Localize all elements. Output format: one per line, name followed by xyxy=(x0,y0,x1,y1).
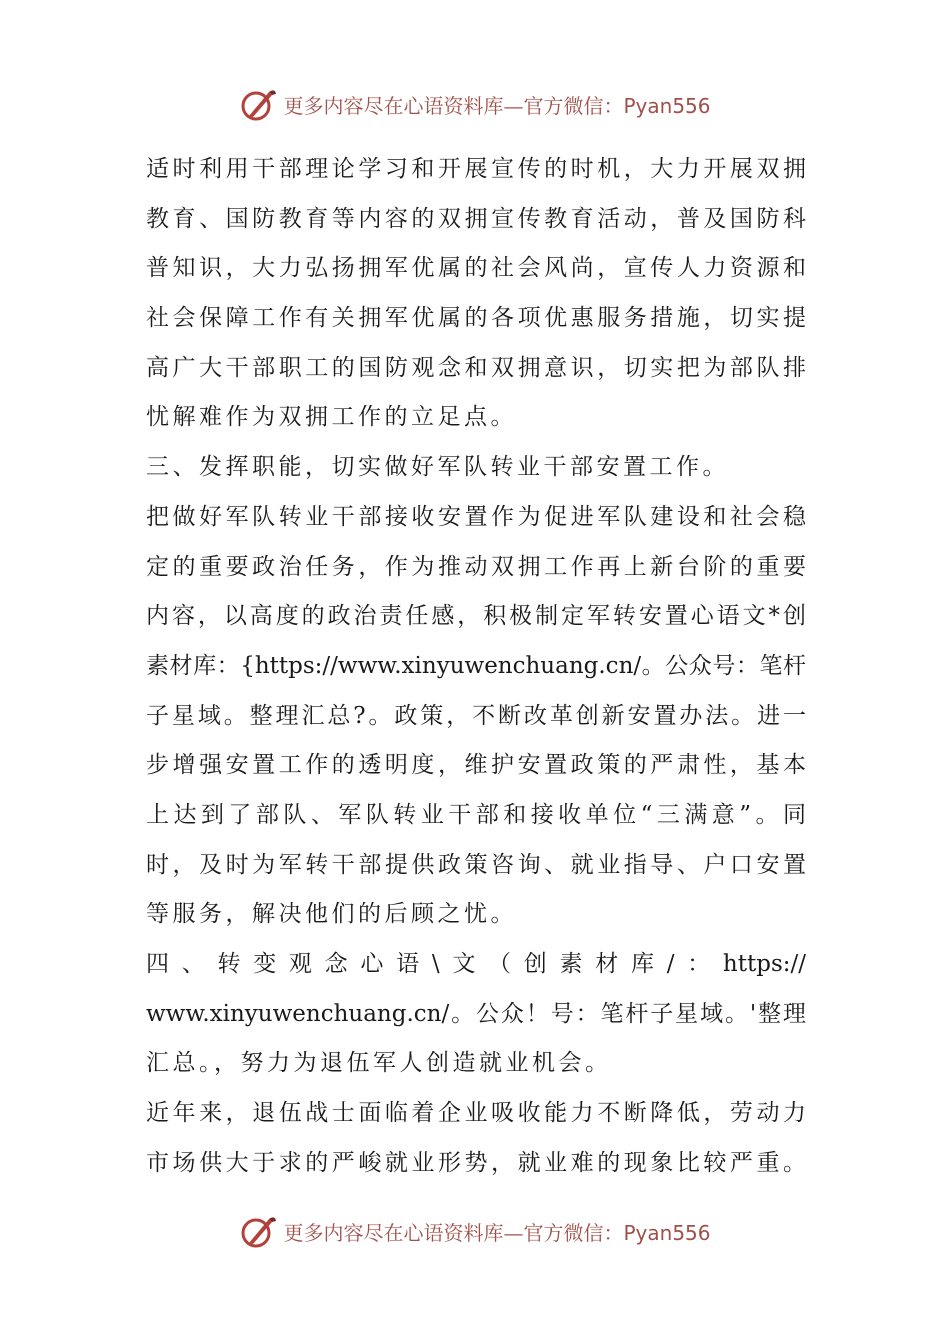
body-line: 市场供大于求的严峻就业形势，就业难的现象比较严重。 xyxy=(146,1149,806,1176)
body-line: 忧解难作为双拥工作的立足点。 xyxy=(146,404,517,431)
quill-logo-icon xyxy=(239,84,279,124)
body-line: 子星域。整理汇总?。政策，不断改革创新安置办法。进一 xyxy=(146,702,806,729)
body-line: 时，及时为军转干部提供政策咨询、就业指导、户口安置 xyxy=(146,851,806,878)
body-line: 普知识，大力弘扬拥军优属的社会风尚，宣传人力资源和 xyxy=(146,255,806,282)
body-line: 等服务，解决他们的后顾之忧。 xyxy=(146,901,517,928)
body-line: 高广大干部职工的国防观念和双拥意识，切实把为部队排 xyxy=(146,354,806,381)
header-banner xyxy=(0,80,950,128)
body-line: 把做好军队转业干部接收安置作为促进军队建设和社会稳 xyxy=(146,503,806,530)
footer-wechat-id: Pyan556 xyxy=(623,1220,711,1245)
body-line: 步增强安置工作的透明度，维护安置政策的严肃性，基本 xyxy=(146,752,806,779)
header-wechat-id: Pyan556 xyxy=(623,93,711,118)
body-line: 定的重要政治任务，作为推动双拥工作再上新台阶的重要 xyxy=(146,553,806,580)
quill-logo-icon xyxy=(239,1211,279,1251)
document-body xyxy=(146,145,806,1188)
footer-banner-text: 更多内容尽在心语资料库—官方微信：Pyan556 xyxy=(283,1220,711,1245)
body-line: 素材库：{https://www.xinyuwenchuang.cn/。公众号：笔杆 xyxy=(146,652,806,679)
header-banner-text: 更多内容尽在心语资料库—官方微信：Pyan556 xyxy=(283,93,711,118)
footer-banner xyxy=(0,1207,950,1255)
body-line: 上达到了部队、军队转业干部和接收单位“三满意”。同 xyxy=(146,801,806,828)
body-line: 近年来，退伍战士面临着企业吸收能力不断降低，劳动力 xyxy=(146,1100,806,1127)
section-heading: 四、转变观念心语\文（创素材库/：https:// xyxy=(146,951,806,977)
body-line: www.xinyuwenchuang.cn/。公众！号：笔杆子星域。'整理 xyxy=(146,1000,806,1027)
body-line: 内容，以高度的政治责任感，积极制定军转安置心语文*创 xyxy=(146,603,806,630)
body-line: 社会保障工作有关拥军优属的各项优惠服务措施，切实提 xyxy=(146,305,806,332)
body-line: 适时利用干部理论学习和开展宣传的时机，大力开展双拥 xyxy=(146,156,806,182)
body-line: 教育、国防教育等内容的双拥宣传教育活动，普及国防科 xyxy=(146,205,806,232)
section-heading: 三、发挥职能，切实做好军队转业干部安置工作。 xyxy=(146,454,729,481)
body-line: 汇总。，努力为退伍军人创造就业机会。 xyxy=(146,1050,612,1077)
